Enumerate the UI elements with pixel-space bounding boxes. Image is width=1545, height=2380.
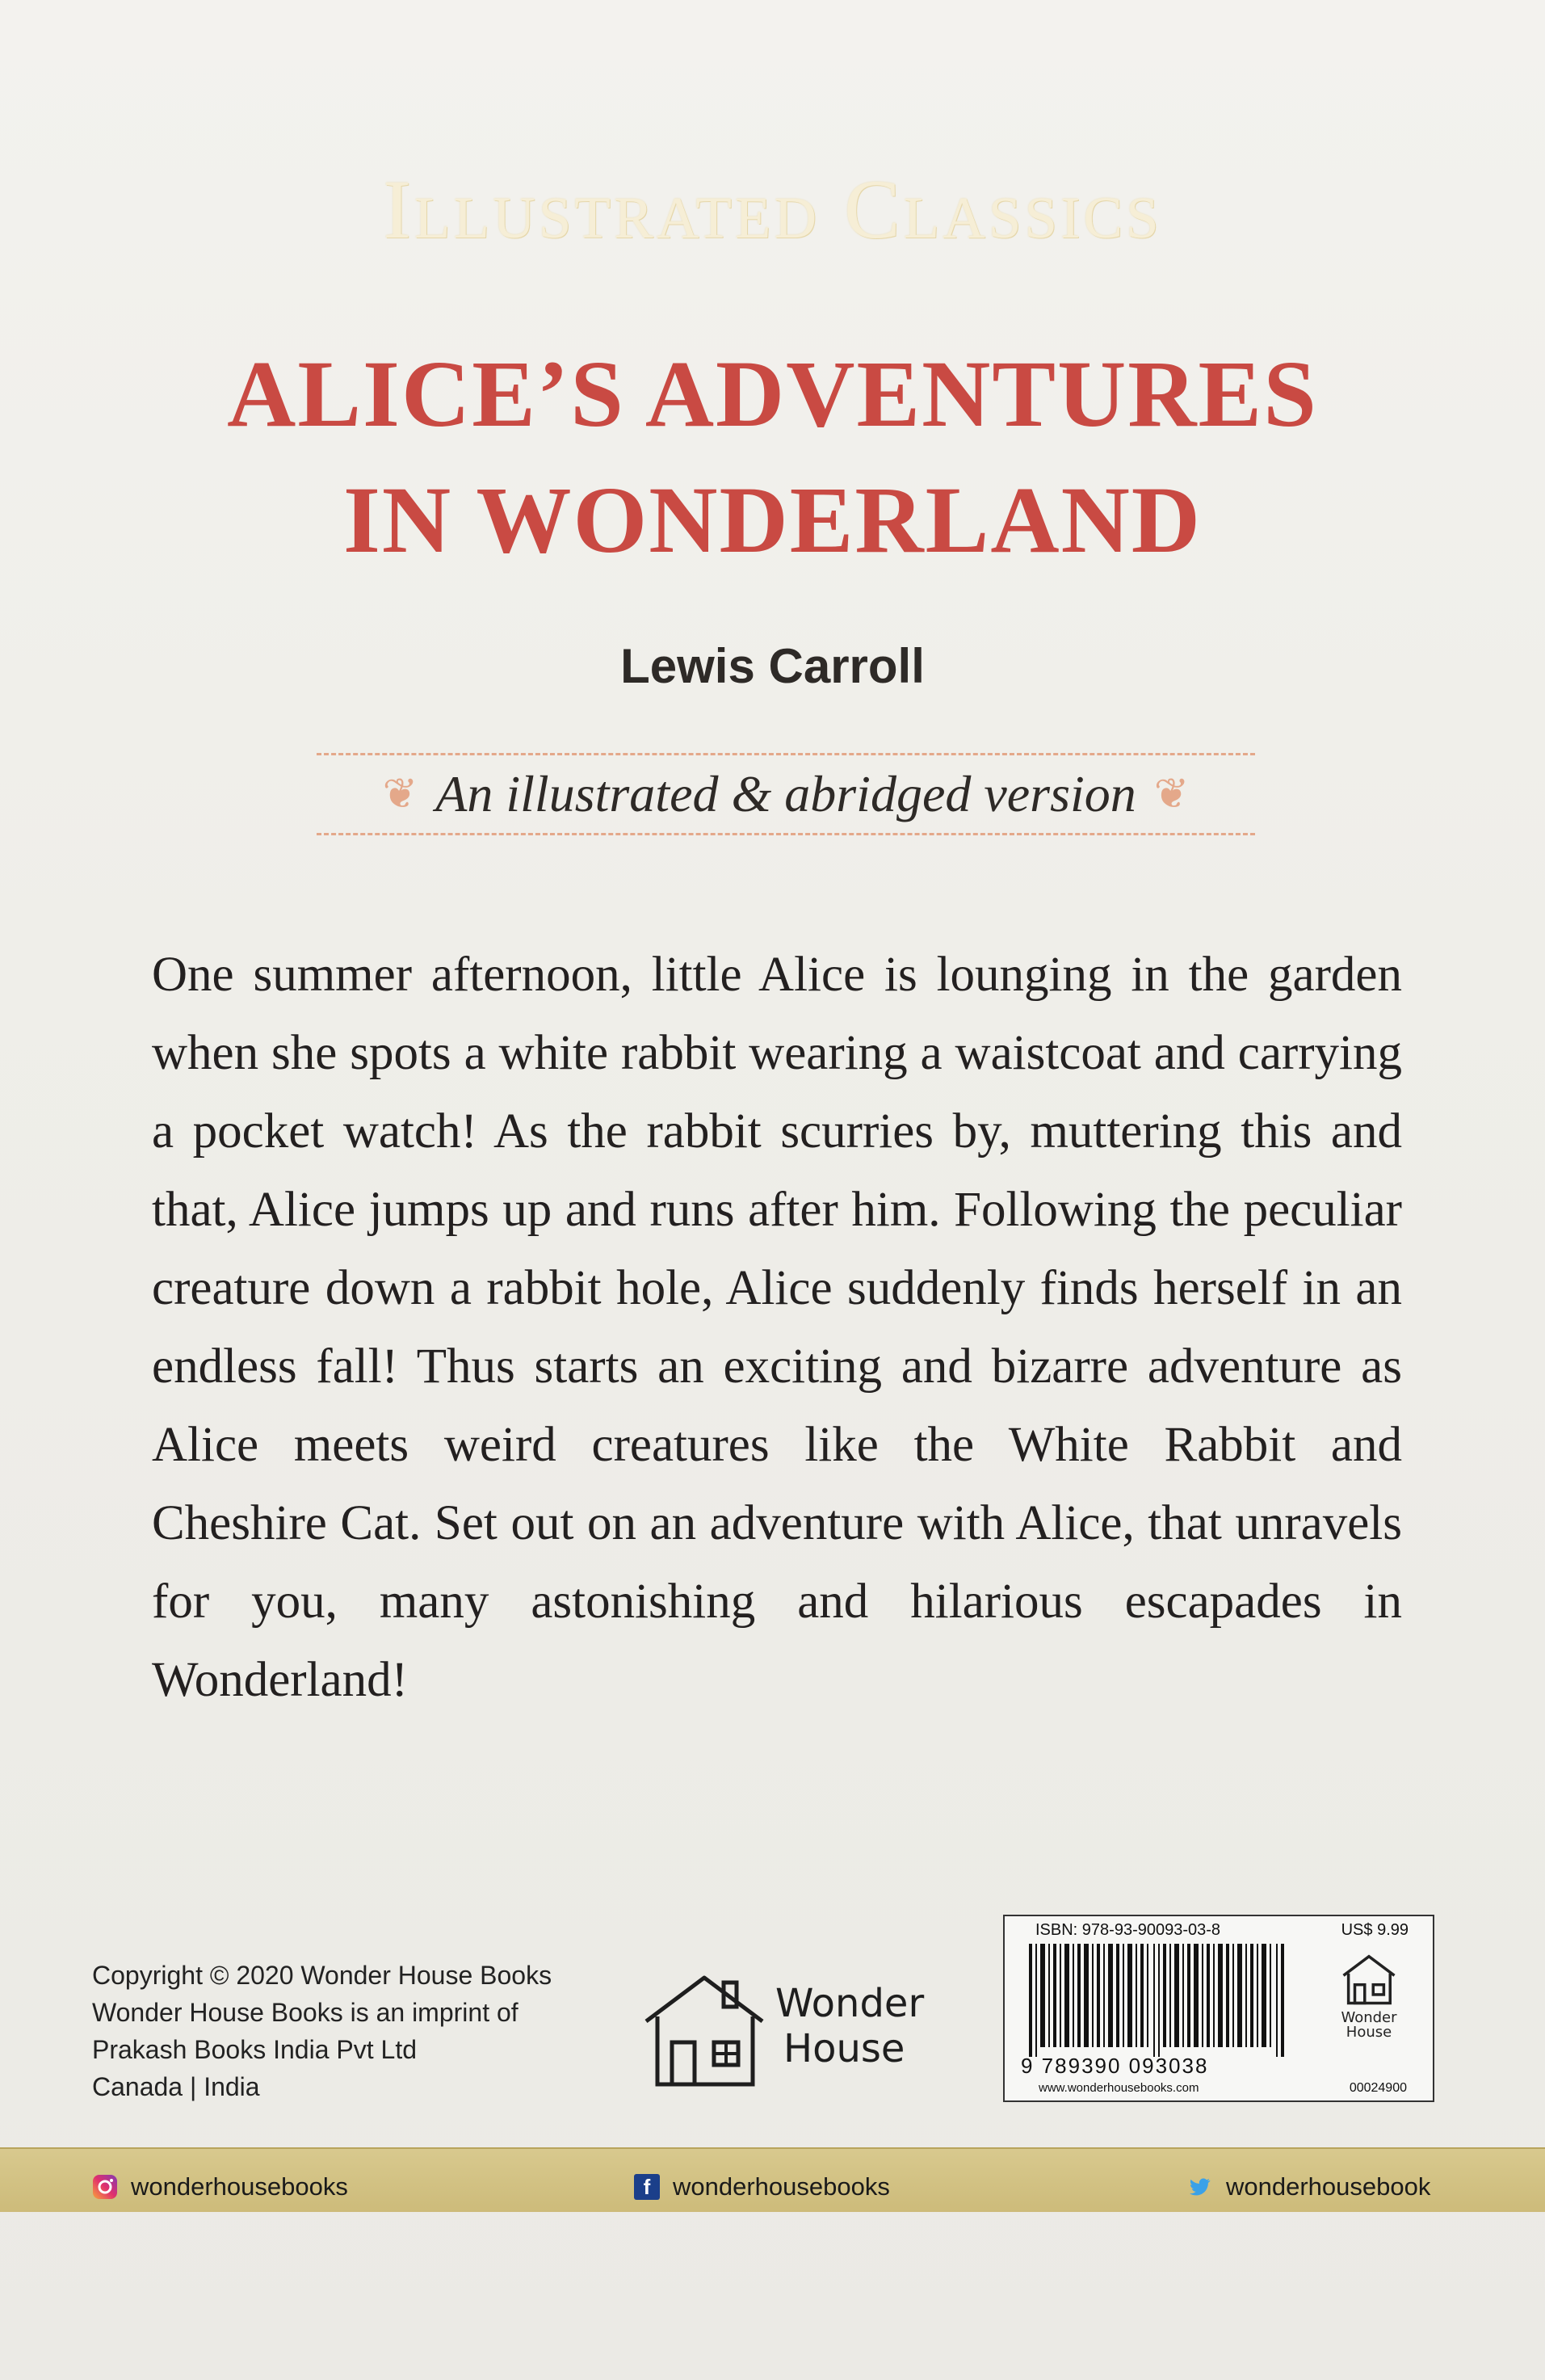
instagram-handle[interactable] [92,2169,348,2205]
twitter-icon [1187,2174,1213,2200]
publisher-line: Prakash Books India Pvt Ltd [92,2035,417,2064]
swirl-left-icon: ❦ [382,770,418,818]
twitter-handle[interactable] [1187,2169,1430,2205]
logo-word-2: House [783,2026,905,2071]
mini-logo-word-1: Wonder [1341,2009,1397,2026]
product-code: 00024900 [1349,2081,1407,2095]
book-title-line-1: ALICE’S ADVENTURES [227,341,1318,447]
isbn-label: ISBN: 978-93-90093-03-8 [1035,1921,1221,1939]
imprint-line: Wonder House Books is an imprint of [92,1998,518,2027]
facebook-handle[interactable] [634,2169,890,2205]
tagline: An illustrated & abridged version [435,765,1136,822]
swirl-right-icon: ❦ [1153,770,1190,818]
synopsis: One summer afternoon, little Alice is lounging in the garden when she spots a white rabbit wearing a waistcoat and carrying a pocket watch! As the rabbit scurries by, muttering this and that, Alice jumps up and runs after him. Following the peculiar creature down a rabbit hole, Alice suddenly finds herself in an endless fall! Thus starts an exciting and bizarre adventure as Alice meets weird creatures like the White Rabbit and Cheshire Cat. Set out on an adventure with Alice, that unravels for you, many astonishing and hilarious escapades in Wonderland! [152,948,1402,1707]
publisher-logo [640,1971,947,2092]
house-icon [640,1971,769,2092]
instagram-icon [92,2174,118,2200]
publisher-logo-text [775,1981,924,2071]
region-line: Canada | India [92,2072,260,2101]
book-title-line-2: IN WONDERLAND [343,467,1202,573]
mini-logo-word-2: House [1346,2024,1392,2041]
tagline-banner [317,753,1255,835]
instagram-handle-text: wonderhousebooks [131,2172,348,2201]
facebook-handle-text: wonderhousebooks [673,2172,890,2201]
mini-publisher-logo [1325,1953,1413,2050]
series-title: Illustrated Classics [383,163,1162,256]
publisher-url: www.wonderhousebooks.com [1039,2081,1199,2095]
barcode-digits: 9 789390 093038 [1021,2054,1209,2078]
copyright-line: Copyright © 2020 Wonder House Books [92,1961,552,1990]
book-title [0,331,1545,583]
barcode-panel [1003,1915,1434,2102]
copyright-block [92,1957,625,2105]
facebook-icon: f [634,2174,660,2200]
twitter-handle-text: wonderhousebook [1226,2172,1431,2201]
price-label: US$ 9.99 [1341,1921,1409,1939]
author-name: Lewis Carroll [620,639,925,693]
mini-house-icon [1341,1953,1397,2007]
logo-word-1: Wonder [775,1981,925,2026]
barcode-icon [1029,1944,1287,2057]
